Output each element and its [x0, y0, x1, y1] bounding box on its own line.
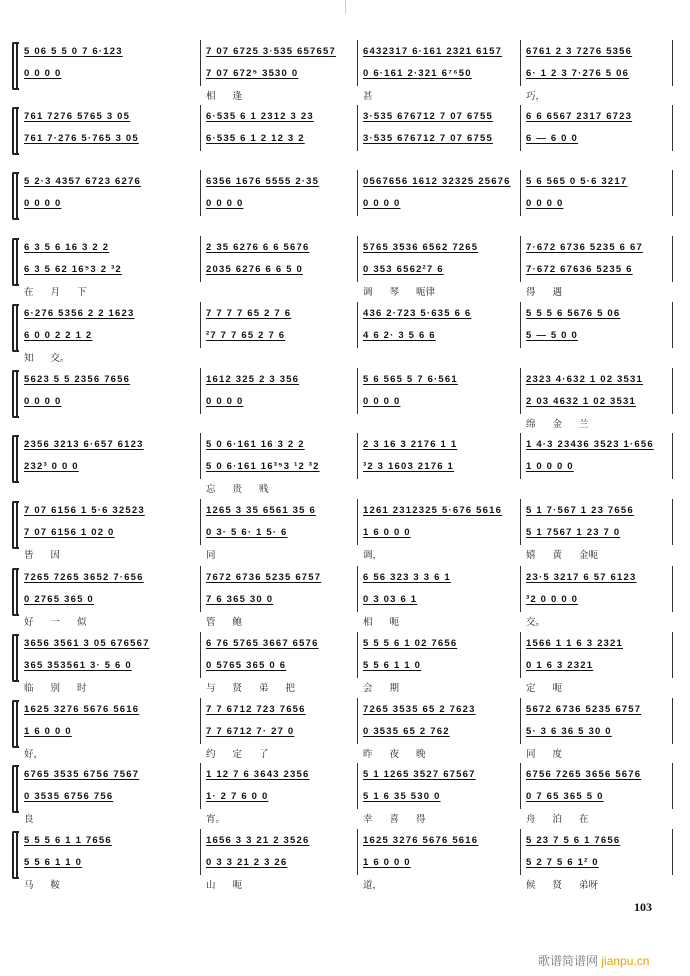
vocal-line: 0 3 3 21 2 3 26	[206, 857, 288, 868]
end-bar-line	[672, 105, 673, 151]
bar-line	[520, 632, 521, 678]
lyrics: 调，	[363, 550, 383, 561]
vocal-line: 5· 3 6 36 5 30 0	[526, 726, 612, 737]
bar-line	[357, 698, 358, 744]
score-system	[12, 632, 664, 694]
vocal-line: 0 0 0 0	[363, 396, 401, 407]
bar-line	[520, 829, 521, 875]
vocal-line: 0 1 6 3 2321	[526, 660, 594, 671]
vocal-line: 2035 6276 6 6 5 0	[206, 264, 303, 275]
accompaniment-line: 7672 6736 5235 6757	[206, 572, 322, 583]
bar-line	[200, 499, 201, 545]
end-bar-line	[672, 170, 673, 216]
measure	[357, 236, 520, 298]
lyrics: 得 遇	[526, 287, 563, 298]
score-system	[12, 302, 664, 364]
vocal-line: 0 0 0 0	[24, 68, 62, 79]
lyrics: 同 度	[526, 749, 563, 760]
bar-line	[200, 433, 201, 479]
bar-line	[520, 698, 521, 744]
measure	[520, 170, 670, 218]
measure	[200, 302, 357, 350]
bar-line	[357, 499, 358, 545]
accompaniment-line: 5 6 565 5 7 6·561	[363, 374, 458, 385]
bar-line	[357, 829, 358, 875]
accompaniment-line: 7265 7265 3652 7·656	[24, 572, 144, 583]
lyrics: 忘 贵 贱	[206, 484, 269, 495]
end-bar-line	[672, 236, 673, 282]
vocal-line: 3·535 676712 7 07 6755	[363, 133, 493, 144]
accompaniment-line: 6·276 5356 2 2 1623	[24, 308, 135, 319]
accompaniment-line: 1 4·3 23436 3523 1·656	[526, 439, 654, 450]
bar-line	[200, 105, 201, 151]
vocal-line: 0 3· 5 6· 1 5· 6	[206, 527, 288, 538]
bar-line	[520, 368, 521, 414]
vocal-line: ²7 7 7 65 2 7 6	[206, 330, 286, 341]
lyrics: 巧，	[526, 91, 546, 102]
accompaniment-line: 1656 3 3 21 2 3526	[206, 835, 310, 846]
end-bar-line	[672, 763, 673, 809]
score-system	[12, 829, 664, 891]
measure	[357, 499, 520, 561]
score-system	[12, 499, 664, 561]
vocal-line: 1· 2 7 6 0 0	[206, 791, 269, 802]
vocal-line: 365 353561 3· 5 6 0	[24, 660, 132, 671]
vocal-line: 5 1 6 35 530 0	[363, 791, 441, 802]
measure	[18, 105, 200, 153]
accompaniment-line: 436 2·723 5·635 6 6	[363, 308, 472, 319]
bar-line	[200, 829, 201, 875]
score-system	[12, 368, 664, 430]
lyrics: 绵 金 兰	[526, 419, 589, 430]
lyrics: 甚	[363, 91, 373, 102]
accompaniment-line: 7 7 7 7 65 2 7 6	[206, 308, 292, 319]
accompaniment-line: 2323 4·632 1 02 3531	[526, 374, 643, 385]
measure	[520, 433, 670, 481]
watermark	[538, 952, 649, 969]
measure	[520, 698, 670, 760]
accompaniment-line: 7·672 6736 5235 6 67	[526, 242, 643, 253]
lyrics: 定 呃	[526, 683, 563, 694]
accompaniment-line: 3·535 676712 7 07 6755	[363, 111, 493, 122]
lyrics: 会 期	[363, 683, 400, 694]
accompaniment-line: 1 12 7 6 3643 2356	[206, 769, 310, 780]
score-system	[12, 170, 664, 232]
lyrics: 皆 因	[24, 550, 61, 561]
vocal-line: 5 0 6·161 16³⁵3 ¹2 ³2	[206, 461, 320, 472]
vocal-line: ³2 0 0 0 0	[526, 594, 579, 605]
measure	[520, 632, 670, 694]
lyrics: 道，	[363, 880, 383, 891]
measure	[357, 40, 520, 102]
accompaniment-line: 6761 2 3 7276 5356	[526, 46, 633, 57]
measure	[520, 105, 670, 153]
accompaniment-line: 3656 3561 3 05 676567	[24, 638, 150, 649]
bar-line	[357, 632, 358, 678]
accompaniment-line: 5 1 1265 3527 67567	[363, 769, 476, 780]
bar-line	[200, 566, 201, 612]
bar-line	[200, 763, 201, 809]
lyrics: 候 贤 弟呀	[526, 880, 599, 891]
accompaniment-line: 5765 3536 6562 7265	[363, 242, 479, 253]
accompaniment-line: 1566 1 1 6 3 2321	[526, 638, 623, 649]
lyrics: 知 交。	[24, 353, 70, 364]
score-system	[12, 763, 664, 825]
lyrics: 马 鞍	[24, 880, 61, 891]
measure	[18, 433, 200, 481]
measure	[520, 829, 670, 891]
measure	[18, 40, 200, 88]
lyrics: 在 月 下	[24, 287, 87, 298]
vocal-line: 0 6·161 2·321 6⁷⁶50	[363, 68, 472, 79]
score-system	[12, 566, 664, 628]
measure	[357, 632, 520, 694]
accompaniment-line: 2 35 6276 6 6 5676	[206, 242, 310, 253]
accompaniment-line: 1612 325 2 3 356	[206, 374, 300, 385]
accompaniment-line: 5 06 5 5 0 7 6·123	[24, 46, 123, 57]
measure	[520, 302, 670, 350]
accompaniment-line: 5 5 5 6 5676 5 06	[526, 308, 621, 319]
vocal-line: 7 07 672⁵ 3530 0	[206, 68, 299, 79]
measure	[18, 368, 200, 416]
lyrics: 调 琴 呃律	[363, 287, 436, 298]
lyrics: 山 呃	[206, 880, 243, 891]
bar-line	[200, 368, 201, 414]
vocal-line: 7 7 6712 7· 27 0	[206, 726, 295, 737]
vocal-line: 1 0 0 0 0	[526, 461, 574, 472]
accompaniment-line: 6 3 5 6 16 3 2 2	[24, 242, 110, 253]
vocal-line: 5 5 6 1 1 0	[24, 857, 83, 868]
bar-line	[520, 763, 521, 809]
lyrics: 交。	[526, 617, 546, 628]
measure	[520, 236, 670, 298]
measure	[357, 302, 520, 350]
lyrics: 相 呃	[363, 617, 400, 628]
bar-line	[520, 499, 521, 545]
vocal-line: 0 0 0 0	[526, 198, 564, 209]
measure	[520, 40, 670, 102]
measure	[18, 698, 200, 760]
page-number: 103	[634, 900, 652, 914]
bar-line	[520, 566, 521, 612]
watermark-cn: 歌谱简谱网	[538, 954, 599, 968]
bar-line	[357, 566, 358, 612]
accompaniment-line: 5672 6736 5235 6757	[526, 704, 642, 715]
bar-line	[520, 40, 521, 86]
vocal-line: 7 07 6156 1 02 0	[24, 527, 115, 538]
lyrics: 与 贤 弟 把	[206, 683, 296, 694]
measure	[200, 763, 357, 825]
accompaniment-line: 6 76 5765 3667 6576	[206, 638, 319, 649]
measure	[18, 763, 200, 825]
accompaniment-line: 5 5 5 6 1 1 7656	[24, 835, 112, 846]
end-bar-line	[672, 302, 673, 348]
accompaniment-line: 7 07 6156 1 5·6 32523	[24, 505, 145, 516]
accompaniment-line: 1265 3 35 6561 35 6	[206, 505, 316, 516]
vocal-line: 0 3535 65 2 762	[363, 726, 450, 737]
bar-line	[357, 368, 358, 414]
accompaniment-line: 6 56 323 3 3 6 1	[363, 572, 451, 583]
vocal-line: 2 03 4632 1 02 3531	[526, 396, 636, 407]
end-bar-line	[672, 40, 673, 86]
lyrics: 同	[206, 550, 216, 561]
vocal-line: 5 2 7 5 6 1² 0	[526, 857, 599, 868]
vocal-line: 0 2765 365 0	[24, 594, 94, 605]
vocal-line: 6 — 6 0 0	[526, 133, 578, 144]
vocal-line: 0 7 65 365 5 0	[526, 791, 604, 802]
accompaniment-line: 2356 3213 6·657 6123	[24, 439, 144, 450]
measure	[18, 566, 200, 628]
lyrics: 好，	[24, 749, 44, 760]
lyrics: 好 一 似	[24, 617, 87, 628]
vocal-line: 6· 1 2 3 7·276 5 06	[526, 68, 630, 79]
measure	[200, 105, 357, 153]
vocal-line: 232³ 0 0 0	[24, 461, 79, 472]
bar-line	[357, 105, 358, 151]
bar-line	[520, 236, 521, 282]
measure	[357, 566, 520, 628]
bar-line	[520, 105, 521, 151]
end-bar-line	[672, 499, 673, 545]
score-system	[12, 433, 664, 495]
measure	[18, 302, 200, 364]
accompaniment-line: 1261 2312325 5·676 5616	[363, 505, 503, 516]
bar-line	[200, 302, 201, 348]
lyrics: 舟 泊 在	[526, 814, 589, 825]
accompaniment-line: 2 3 16 3 2176 1 1	[363, 439, 458, 450]
vocal-line: 0 0 0 0	[363, 198, 401, 209]
score-system	[12, 236, 664, 298]
accompaniment-line: 7 07 6725 3·535 657657	[206, 46, 336, 57]
vocal-line: 0 353 6562²7 6	[363, 264, 444, 275]
accompaniment-line: 5 23 7 5 6 1 7656	[526, 835, 621, 846]
bar-line	[200, 40, 201, 86]
measure	[200, 236, 357, 284]
lyrics: 嬉 黄 金呃	[526, 550, 599, 561]
accompaniment-line: 6432317 6·161 2321 6157	[363, 46, 503, 57]
measure	[200, 499, 357, 561]
bar-line	[200, 698, 201, 744]
accompaniment-line: 6356 1676 5555 2·35	[206, 176, 320, 187]
measure	[18, 632, 200, 694]
vocal-line: 6 0 0 2 2 1 2	[24, 330, 93, 341]
bar-line	[357, 302, 358, 348]
vocal-line: 7·672 67636 5235 6	[526, 264, 633, 275]
measure	[520, 763, 670, 825]
bar-line	[520, 302, 521, 348]
end-bar-line	[672, 433, 673, 479]
vocal-line: 1 6 0 0 0	[363, 527, 411, 538]
measure	[357, 433, 520, 481]
bar-line	[520, 433, 521, 479]
lyrics: 约 定 了	[206, 749, 269, 760]
score-system	[12, 40, 664, 102]
measure	[357, 698, 520, 760]
accompaniment-line: 7 7 6712 723 7656	[206, 704, 306, 715]
vocal-line: 0 0 0 0	[24, 198, 62, 209]
vocal-line: 7 6 365 30 0	[206, 594, 274, 605]
measure	[18, 829, 200, 891]
measure	[200, 566, 357, 628]
measure	[200, 698, 357, 760]
vocal-line: 5 1 7567 1 23 7 0	[526, 527, 621, 538]
score-system	[12, 105, 664, 167]
accompaniment-line: 0567656 1612 32325 25676	[363, 176, 511, 187]
accompaniment-line: 7265 3535 65 2 7623	[363, 704, 476, 715]
accompaniment-line: 1625 3276 5676 5616	[24, 704, 140, 715]
vocal-line: 1 6 0 0 0	[363, 857, 411, 868]
vocal-line: 4 6 2· 3 5 6 6	[363, 330, 436, 341]
score-system	[12, 698, 664, 760]
vocal-line: 0 0 0 0	[206, 396, 244, 407]
measure	[200, 829, 357, 891]
lyrics: 临 别 时	[24, 683, 87, 694]
accompaniment-line: 5 5 5 6 1 02 7656	[363, 638, 458, 649]
end-bar-line	[672, 632, 673, 678]
bar-line	[200, 236, 201, 282]
accompaniment-line: 6756 7265 3656 5676	[526, 769, 642, 780]
lyrics: 宵。	[206, 814, 226, 825]
accompaniment-line: 761 7276 5765 3 05	[24, 111, 131, 122]
vocal-line: 0 5765 365 0 6	[206, 660, 287, 671]
bar-line	[357, 40, 358, 86]
lyrics: 管 鲍	[206, 617, 243, 628]
bar-line	[200, 170, 201, 216]
measure	[520, 566, 670, 628]
measure	[520, 499, 670, 561]
end-bar-line	[672, 698, 673, 744]
bar-line	[357, 236, 358, 282]
watermark-en: jianpu.cn	[601, 954, 650, 968]
accompaniment-line: 6 6 6567 2317 6723	[526, 111, 633, 122]
lyrics: 相 逢	[206, 91, 243, 102]
end-bar-line	[672, 566, 673, 612]
vocal-line: 0 0 0 0	[206, 198, 244, 209]
measure	[357, 170, 520, 218]
accompaniment-line: 23·5 3217 6 57 6123	[526, 572, 637, 583]
measure	[357, 763, 520, 825]
accompaniment-line: 6·535 6 1 2312 3 23	[206, 111, 314, 122]
lyrics: 幸 喜 得	[363, 814, 426, 825]
vocal-line: 1 6 0 0 0	[24, 726, 72, 737]
measure	[200, 170, 357, 218]
bar-line	[357, 433, 358, 479]
end-bar-line	[672, 368, 673, 414]
vocal-line: 0 0 0 0	[24, 396, 62, 407]
vocal-line: 5 — 5 0 0	[526, 330, 578, 341]
accompaniment-line: 5623 5 5 2356 7656	[24, 374, 131, 385]
accompaniment-line: 5 1 7·567 1 23 7656	[526, 505, 634, 516]
accompaniment-line: 5 6 565 0 5·6 3217	[526, 176, 628, 187]
measure	[357, 829, 520, 891]
measure	[18, 170, 200, 218]
measure	[520, 368, 670, 430]
bar-line	[357, 170, 358, 216]
measure	[200, 40, 357, 102]
bar-line	[520, 170, 521, 216]
vocal-line: 5 5 6 1 1 0	[363, 660, 422, 671]
accompaniment-line: 6765 3535 6756 7567	[24, 769, 140, 780]
measure	[18, 236, 200, 298]
measure	[357, 105, 520, 153]
lyrics: 昨 夜 晚	[363, 749, 426, 760]
bar-line	[200, 632, 201, 678]
accompaniment-line: 5 0 6·161 16 3 2 2	[206, 439, 305, 450]
vocal-line: 0 3 03 6 1	[363, 594, 418, 605]
measure	[357, 368, 520, 416]
vocal-line: 761 7·276 5·765 3 05	[24, 133, 139, 144]
end-bar-line	[672, 829, 673, 875]
page-top-mark	[345, 0, 346, 14]
vocal-line: 6 3 5 62 16⁵3 2 ³2	[24, 264, 122, 275]
accompaniment-line: 1625 3276 5676 5616	[363, 835, 479, 846]
bar-line	[357, 763, 358, 809]
vocal-line: 0 3535 6756 756	[24, 791, 114, 802]
measure	[200, 433, 357, 495]
lyrics: 良	[24, 814, 34, 825]
measure	[200, 368, 357, 416]
accompaniment-line: 5 2·3 4357 6723 6276	[24, 176, 141, 187]
vocal-line: 6·535 6 1 2 12 3 2	[206, 133, 305, 144]
measure	[200, 632, 357, 694]
measure	[18, 499, 200, 561]
vocal-line: ³2 3 1603 2176 1	[363, 461, 455, 472]
